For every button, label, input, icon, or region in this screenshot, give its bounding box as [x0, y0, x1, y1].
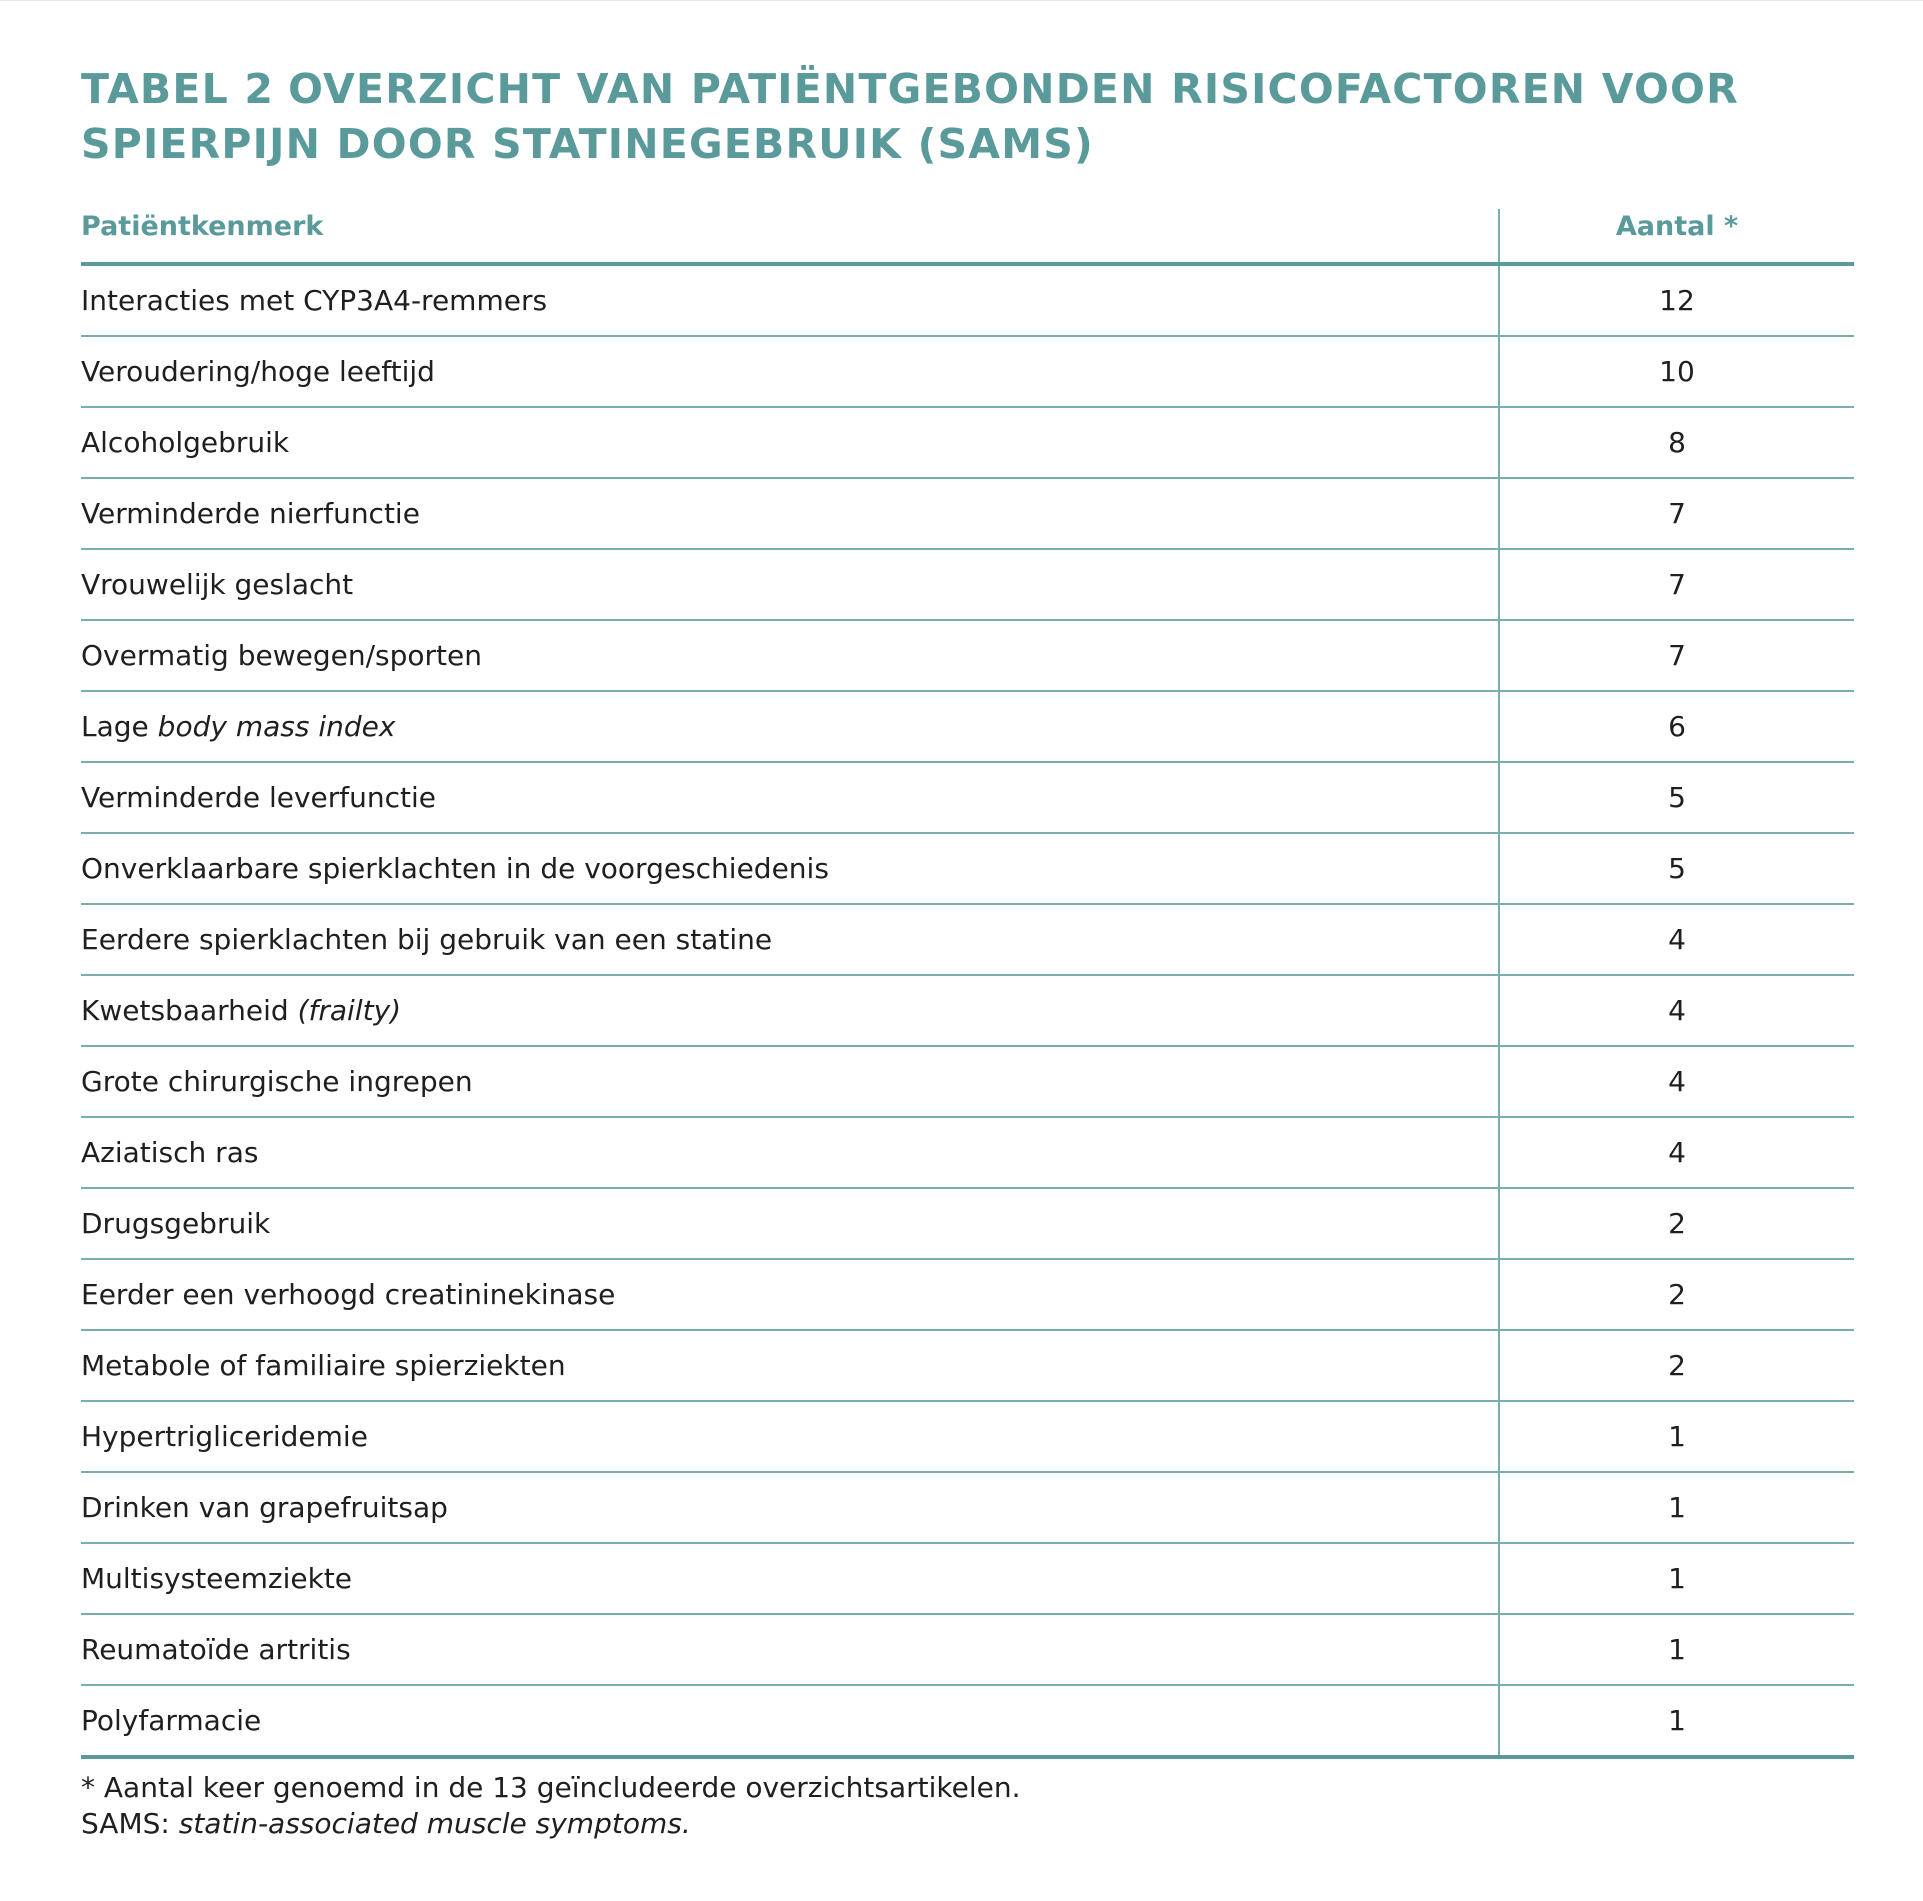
- table-row: [81, 1543, 1854, 1614]
- row-count: 2: [1499, 1188, 1854, 1259]
- row-count: 1: [1499, 1685, 1854, 1757]
- row-label: Interacties met CYP3A4-remmers: [81, 264, 1499, 336]
- table-row: [81, 691, 1854, 762]
- title-text-line2: SPIERPIJN DOOR STATINEGEBRUIK (SAMS): [81, 120, 1094, 168]
- row-label: Eerder een verhoogd creatininekinase: [81, 1259, 1499, 1330]
- row-label: [81, 691, 1499, 762]
- row-label: Overmatig bewegen/sporten: [81, 620, 1499, 691]
- row-count: 5: [1499, 833, 1854, 904]
- row-count: 4: [1499, 1046, 1854, 1117]
- table-row: [81, 1472, 1854, 1543]
- table-row: [81, 407, 1854, 478]
- table-row: [81, 1614, 1854, 1685]
- row-count: 1: [1499, 1472, 1854, 1543]
- header-characteristic: Patiëntkenmerk: [81, 209, 1499, 264]
- footnote-abbreviation-term: SAMS:: [81, 1807, 179, 1840]
- title-text-line1: OVERZICHT VAN PATIËNTGEBONDEN RISICOFACTOREN VOOR: [288, 65, 1739, 113]
- top-rule: [0, 0, 1923, 1]
- table-row: [81, 264, 1854, 336]
- table-row: [81, 549, 1854, 620]
- row-count: 1: [1499, 1401, 1854, 1472]
- row-count: 4: [1499, 1117, 1854, 1188]
- row-label: Polyfarmacie: [81, 1685, 1499, 1757]
- row-count: 7: [1499, 478, 1854, 549]
- row-count: 12: [1499, 264, 1854, 336]
- table-body: [81, 264, 1854, 1757]
- row-count: 7: [1499, 549, 1854, 620]
- row-label: Aziatisch ras: [81, 1117, 1499, 1188]
- table-title: [81, 62, 1841, 172]
- row-label: [81, 975, 1499, 1046]
- table-row: [81, 904, 1854, 975]
- row-label: Drugsgebruik: [81, 1188, 1499, 1259]
- row-count: 8: [1499, 407, 1854, 478]
- row-label-italic: body mass index: [157, 710, 396, 743]
- header-row: [81, 209, 1854, 264]
- footnote-count-explanation: * Aantal keer genoemd in de 13 geïncludeerde overzichtsartikelen.: [81, 1771, 1021, 1804]
- table-row: [81, 478, 1854, 549]
- table-row: [81, 762, 1854, 833]
- row-label: Vrouwelijk geslacht: [81, 549, 1499, 620]
- row-count: 7: [1499, 620, 1854, 691]
- table-row: [81, 975, 1854, 1046]
- row-count: 5: [1499, 762, 1854, 833]
- row-count: 2: [1499, 1259, 1854, 1330]
- row-label: Grote chirurgische ingrepen: [81, 1046, 1499, 1117]
- footnotes: [81, 1770, 1021, 1842]
- row-label: Metabole of familiaire spierziekten: [81, 1330, 1499, 1401]
- row-count: 10: [1499, 336, 1854, 407]
- table-row: [81, 1188, 1854, 1259]
- table-row: [81, 1117, 1854, 1188]
- row-label: Verminderde leverfunctie: [81, 762, 1499, 833]
- footnote-abbreviation: [81, 1806, 1021, 1842]
- row-label: Multisysteemziekte: [81, 1543, 1499, 1614]
- row-label: Verminderde nierfunctie: [81, 478, 1499, 549]
- row-label-prefix: Kwetsbaarheid: [81, 994, 298, 1027]
- risk-factor-table: [81, 209, 1854, 1759]
- row-label-italic: (frailty): [297, 994, 402, 1027]
- row-count: 1: [1499, 1614, 1854, 1685]
- row-count: 2: [1499, 1330, 1854, 1401]
- row-label: Drinken van grapefruitsap: [81, 1472, 1499, 1543]
- row-label: Onverklaarbare spierklachten in de voorgeschiedenis: [81, 833, 1499, 904]
- row-count: 1: [1499, 1543, 1854, 1614]
- table-row: [81, 1685, 1854, 1757]
- row-label: Alcoholgebruik: [81, 407, 1499, 478]
- row-count: 4: [1499, 975, 1854, 1046]
- row-label: Reumatoïde artritis: [81, 1614, 1499, 1685]
- row-count: 4: [1499, 904, 1854, 975]
- row-label-prefix: Lage: [81, 710, 158, 743]
- row-label: Eerdere spierklachten bij gebruik van een statine: [81, 904, 1499, 975]
- table-row: [81, 833, 1854, 904]
- table-row: [81, 1401, 1854, 1472]
- table-row: [81, 336, 1854, 407]
- table-row: [81, 1330, 1854, 1401]
- table-row: [81, 1046, 1854, 1117]
- table-row: [81, 1259, 1854, 1330]
- table-row: [81, 620, 1854, 691]
- header-count: Aantal *: [1499, 209, 1854, 264]
- row-count: 6: [1499, 691, 1854, 762]
- row-label: Hypertrigliceridemie: [81, 1401, 1499, 1472]
- footnote-abbreviation-expansion: statin-associated muscle symptoms.: [178, 1807, 691, 1840]
- data-table: [81, 209, 1854, 1759]
- table-number: TABEL 2: [81, 65, 275, 113]
- row-label: Veroudering/hoge leeftijd: [81, 336, 1499, 407]
